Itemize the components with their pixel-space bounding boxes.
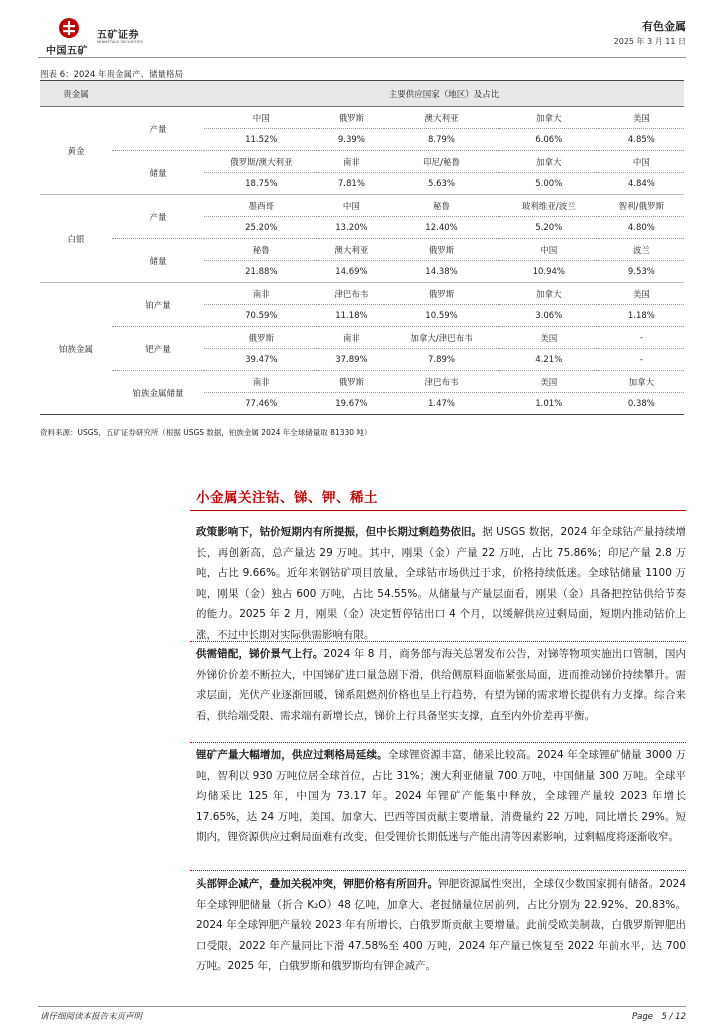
paragraph-antimony	[196, 644, 686, 726]
country-cell: 俄罗斯	[319, 107, 385, 129]
table-header-row	[40, 81, 684, 107]
table-row	[40, 151, 684, 173]
country-cell: 俄罗斯	[384, 283, 499, 305]
share-cell: 21.88%	[204, 261, 319, 283]
share-cell: -	[599, 349, 684, 371]
paragraph-lithium	[196, 745, 686, 848]
share-cell: 77.46%	[204, 393, 319, 415]
metal-name: 白银	[40, 195, 112, 283]
table-row	[40, 107, 684, 129]
share-cell: 5.00%	[499, 173, 599, 195]
share-cell: 18.75%	[204, 173, 319, 195]
share-cell: 4.84%	[599, 173, 684, 195]
country-cell: 美国	[599, 283, 684, 305]
country-cell: 加拿大	[499, 151, 599, 173]
country-cell: 南非	[319, 327, 385, 349]
country-cell: 南非	[319, 151, 385, 173]
table-row	[40, 371, 684, 393]
minmetals-logo-icon	[58, 17, 80, 39]
page-header	[0, 0, 724, 60]
share-cell: 5.63%	[384, 173, 499, 195]
country-cell: 南非	[204, 283, 319, 305]
country-cell: 澳大利亚	[384, 107, 499, 129]
country-cell: 南非	[204, 371, 319, 393]
logo-securities-name: 五矿证券	[97, 30, 139, 41]
sub-category: 铂产量	[112, 283, 204, 327]
country-cell: 印尼/秘鲁	[384, 151, 499, 173]
country-cell: 俄罗斯	[319, 371, 385, 393]
country-cell: 秘鲁	[384, 195, 499, 217]
share-cell: 14.69%	[319, 261, 385, 283]
footer-divider	[38, 1006, 686, 1007]
paragraph-lead: 供需错配，锑价景气上行。	[196, 648, 324, 660]
paragraph-lead: 头部钾企减产，叠加关税冲突，钾肥价格有所回升。	[196, 878, 439, 890]
country-cell: 美国	[499, 371, 599, 393]
share-cell: 6.06%	[499, 129, 599, 151]
share-cell: 39.47%	[204, 349, 319, 371]
sub-category: 产量	[112, 195, 204, 239]
share-cell: 11.18%	[319, 305, 385, 327]
share-cell: 9.53%	[599, 261, 684, 283]
paragraph-divider	[190, 870, 686, 871]
country-cell: 俄罗斯/澳大利亚	[204, 151, 319, 173]
share-cell: 11.52%	[204, 129, 319, 151]
country-cell: 波兰	[599, 239, 684, 261]
paragraph-body: 钾肥资源属性突出，全球仅少数国家拥有储备。2024 年全球钾肥储量（折合 K₂O）48 亿吨，加拿大、老挝储量位居前列，占比分别为 22.92%、20.83%。2024 年全球钾肥产量较 2023 年有所增长，白俄罗斯贡献主要增量。此前受欧美制裁，白俄罗斯钾肥出口受限，2022 年产量同比下滑 47.58%至 400 万吨，2024 年产量已恢复至 2022 年前水平，达 700 万吨。2025 年，白俄罗斯和俄罗斯均有钾企减产。	[196, 878, 686, 972]
country-cell: 俄罗斯	[384, 239, 499, 261]
table-row	[40, 195, 684, 217]
share-cell: 7.81%	[319, 173, 385, 195]
share-cell: 37.89%	[319, 349, 385, 371]
header-metal: 贵金属	[40, 81, 112, 107]
share-cell: 8.79%	[384, 129, 499, 151]
share-cell: 14.38%	[384, 261, 499, 283]
share-cell: 0.38%	[599, 393, 684, 415]
logo-securities-en: MINMETALS SECURITIES	[97, 40, 143, 44]
share-cell: 1.18%	[599, 305, 684, 327]
share-cell: 12.40%	[384, 217, 499, 239]
country-cell: 俄罗斯	[204, 327, 319, 349]
metal-name: 黄金	[40, 107, 112, 195]
sub-category: 产量	[112, 107, 204, 151]
share-cell: 19.67%	[319, 393, 385, 415]
sub-category: 铂族金属储量	[112, 371, 204, 415]
section-title: 小金属关注钴、锑、钾、稀土	[196, 490, 378, 506]
section-title-underline	[190, 510, 686, 511]
country-cell: 美国	[599, 107, 684, 129]
figure-title: 图表 6：2024 年贵金属产、储量格局	[40, 70, 183, 80]
share-cell: 25.20%	[204, 217, 319, 239]
logo-company-name: 中国五矿	[46, 46, 88, 57]
share-cell: 1.47%	[384, 393, 499, 415]
paragraph-divider	[190, 641, 686, 642]
country-cell: 津巴布韦	[384, 371, 499, 393]
share-cell: 70.59%	[204, 305, 319, 327]
table-row	[40, 327, 684, 349]
share-cell: 1.01%	[499, 393, 599, 415]
table-row	[40, 283, 684, 305]
share-cell: 13.20%	[319, 217, 385, 239]
share-cell: 9.39%	[319, 129, 385, 151]
report-category: 有色金属	[642, 20, 686, 33]
paragraph-cobalt	[196, 522, 686, 645]
share-cell: 4.21%	[499, 349, 599, 371]
share-cell: 4.80%	[599, 217, 684, 239]
country-cell: 加拿大	[599, 371, 684, 393]
country-cell: 美国	[499, 327, 599, 349]
country-cell: 智利/俄罗斯	[599, 195, 684, 217]
report-date: 2025 年 3 月 11 日	[613, 37, 686, 46]
sub-category: 储量	[112, 151, 204, 195]
paragraph-potash	[196, 874, 686, 977]
country-cell: 中国	[499, 239, 599, 261]
share-cell: 10.94%	[499, 261, 599, 283]
figure-source: 资料来源：USGS，五矿证券研究所（根据 USGS 数据，铂族金属 2024 年全球储量取 81330 吨）	[40, 428, 372, 437]
paragraph-body: 据 USGS 数据，2024 年全球钴产量持续增长，再创新高，总产量达 29 万吨。其中，刚果（金）产量 22 万吨，占比 75.86%；印尼产量 2.8 万吨，占比 9.66%。近年来钢钴矿项目放量，全球钴市场供过于求，价格持续低迷。全球钴储量 1100 万吨，刚果（金）独占 600 万吨，占比 54.55%。从储量与产量层面看，刚果（金）具备把控钴供给节奏的能力。2025 年 2 月，刚果（金）决定暂停钴出口 4 个月，以缓解供应过剩局面，短期内推动钴价上涨，不过中长期对实际供需影响有限。	[196, 526, 686, 641]
country-cell: 澳大利亚	[319, 239, 385, 261]
share-cell: 3.06%	[499, 305, 599, 327]
header-divider	[38, 57, 686, 58]
country-cell: 津巴布韦	[319, 283, 385, 305]
footer-disclaimer: 请仔细阅读本报告末页声明	[40, 1012, 143, 1022]
sub-category: 钯产量	[112, 327, 204, 371]
country-cell: 墨西哥	[204, 195, 319, 217]
table-row	[40, 239, 684, 261]
precious-metals-table	[40, 80, 684, 415]
page-number: Page 5 / 12	[632, 1012, 686, 1022]
paragraph-lead: 锂矿产量大幅增加，供应过剩格局延续。	[196, 749, 388, 761]
country-cell: 加拿大	[499, 107, 599, 129]
country-cell: 秘鲁	[204, 239, 319, 261]
country-cell: 中国	[599, 151, 684, 173]
country-cell: 加拿大/津巴布韦	[384, 327, 499, 349]
country-cell: -	[599, 327, 684, 349]
paragraph-body: 全球锂资源丰富，储采比较高。2024 年全球锂矿储量 3000 万吨，智利以 930 万吨位居全球首位，占比 31%；澳大利亚储量 700 万吨，中国储量 300 万吨。全球平均储采比 125 年，中国为 73.17 年。2024 年锂矿产能集中释放，全球锂产量较 2023 年增长 17.65%，达 24 万吨，美国、加拿大、巴西等国贡献主要增量，消费量约 22 万吨，同比增长 29%。短期内，锂资源供应过剩局面难有改变，但受锂价长期低迷与产能出清等因素影响，过剩幅度将逐渐收窄。	[196, 749, 686, 843]
paragraph-lead: 政策影响下，钴价短期内有所提振，但中长期过剩趋势依旧。	[196, 526, 483, 538]
share-cell: 5.20%	[499, 217, 599, 239]
country-cell: 中国	[319, 195, 385, 217]
metal-name: 铂族金属	[40, 283, 112, 415]
share-cell: 4.85%	[599, 129, 684, 151]
header-main: 主要供应国家（地区）及占比	[204, 81, 684, 107]
sub-category: 储量	[112, 239, 204, 283]
country-cell: 加拿大	[499, 283, 599, 305]
share-cell: 10.59%	[384, 305, 499, 327]
country-cell: 中国	[204, 107, 319, 129]
share-cell: 7.89%	[384, 349, 499, 371]
paragraph-divider	[190, 742, 686, 743]
country-cell: 玻利维亚/波兰	[499, 195, 599, 217]
paragraph-body: 2024 年 8 月，商务部与海关总署发布公告，对锑等物项实施出口管制，国内外锑价价差不断拉大，中国锑矿进口量急剧下滑，供给侧原料面临紧张局面，进而推动锑价持续攀升。需求层面，光伏产业逐渐回暖，锑系阻燃剂价格也呈上行趋势，有望为锑的需求增长提供有力支撑。综合来看，供给端受限、需求端有新增长点，锑价上行具备坚实支撑，直至内外价差再平衡。	[196, 648, 687, 722]
